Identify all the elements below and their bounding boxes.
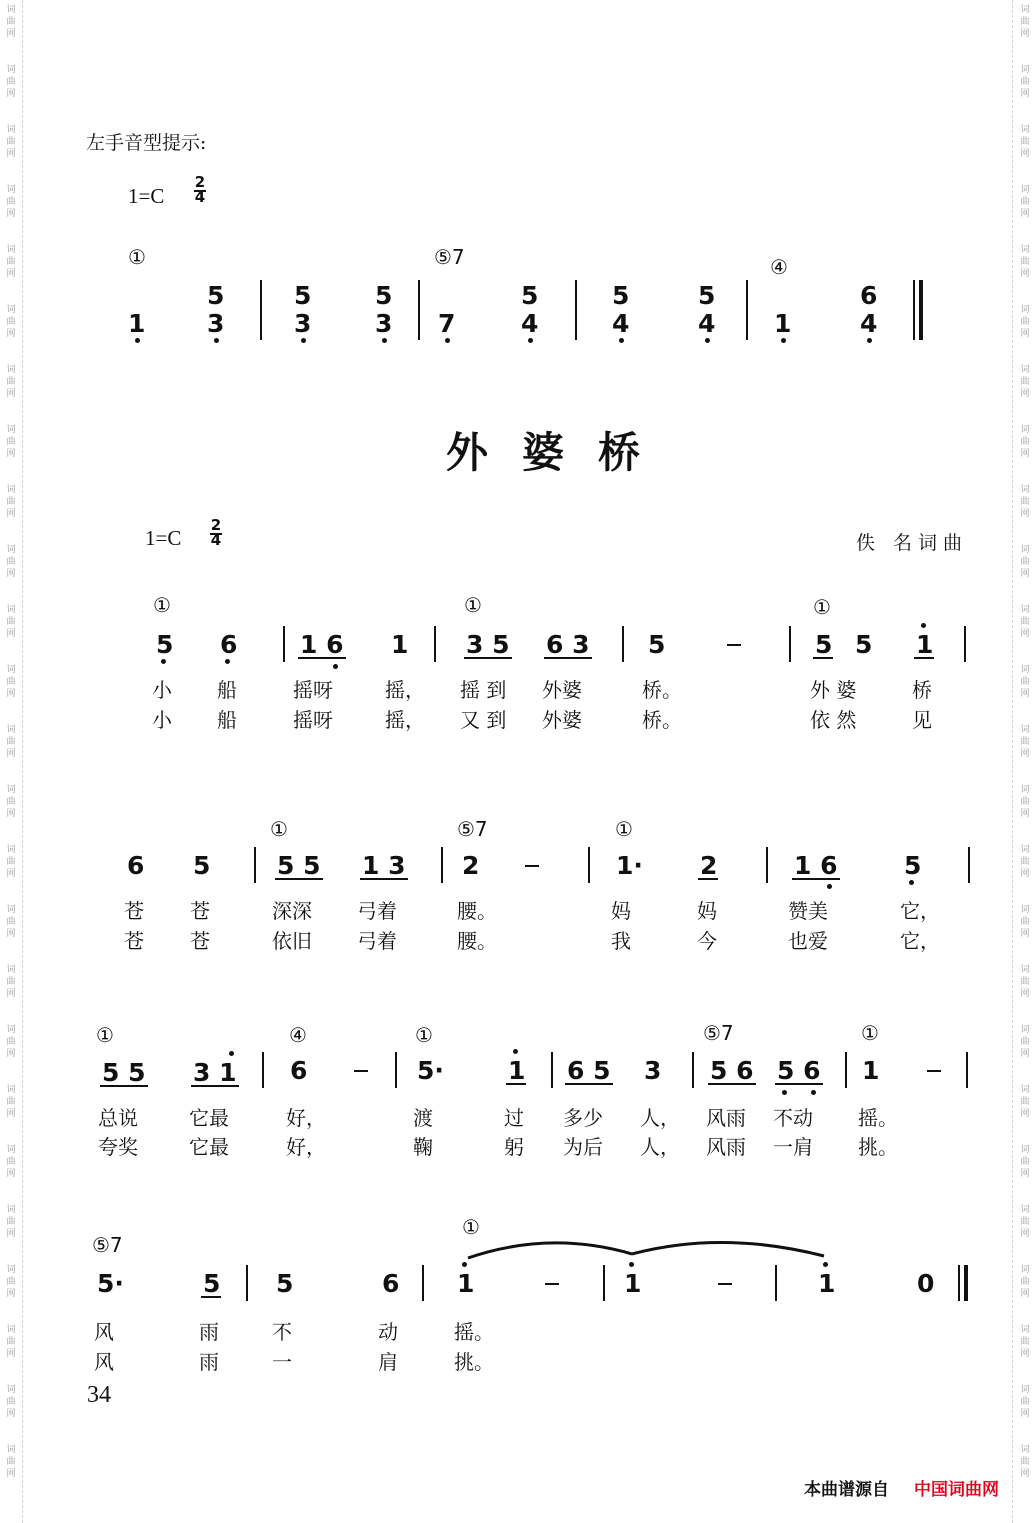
watermark-text: 词曲网 [1020,545,1030,579]
watermark-text: 词曲网 [6,1325,16,1359]
watermark-text: 词曲网 [6,965,16,999]
watermark-text: 词曲网 [6,305,16,339]
lyric: 妈 [697,899,717,923]
watermark-text: 词曲网 [1020,1085,1030,1119]
watermark-text: 词曲网 [1020,65,1030,99]
song-key: 1=C [145,526,182,550]
left-border [22,0,23,1523]
watermark-text: 词曲网 [1020,1325,1030,1359]
lyric: 摇呀 [293,678,333,702]
lyric: 摇， [385,678,425,702]
watermark-text: 词曲网 [6,1385,16,1419]
lyric: 鞠 [413,1135,433,1159]
chord-marker: ⑤7 [92,1233,123,1257]
watermark-text: 词曲网 [6,1145,16,1179]
low-octave-dot [781,338,786,343]
note-group: 1 6 [794,851,838,880]
lyric: 外婆 [542,678,582,702]
accompaniment-key: 1=C [128,184,165,208]
watermark-text: 词曲网 [6,1445,16,1479]
bar-line [692,1052,694,1088]
note: 5 [276,1269,294,1298]
bar-line [441,847,443,883]
bar-line [551,1052,553,1088]
eighth-underline [100,1085,148,1087]
lyric: 也爱 [788,929,828,953]
bar-line [964,626,966,662]
lyric: 摇呀 [293,708,333,732]
lyric: 摇， [385,708,425,732]
note-group: 6 3 [546,630,590,659]
low-octave-dot [445,338,450,343]
note-group: 5 5 [102,1058,146,1087]
watermark-text: 词曲网 [1020,425,1030,459]
watermark-text: 词曲网 [1020,1025,1030,1059]
bar-line [283,626,285,662]
lyric: 动 [378,1320,398,1344]
note: 1 [862,1056,880,1085]
low-octave-dot [528,338,533,343]
lyric: 雨 [199,1320,219,1344]
eighth-underline [298,657,346,659]
note: 5 [855,630,873,659]
note-group: 5 6 [777,1056,821,1085]
chord-marker: ⑤7 [434,245,465,269]
eighth-underline [775,1083,823,1085]
lyric: 雨 [199,1350,219,1374]
bar-line [422,1265,424,1301]
lyric: 小 [152,678,172,702]
lyric: 挑。 [858,1135,898,1159]
high-octave-dot [229,1051,234,1056]
high-octave-dot [823,1262,828,1267]
note: 1 [624,1269,642,1298]
lyric: 船 [217,678,237,702]
low-octave-dot [135,338,140,343]
lyric: 苍 [124,899,144,923]
note: 5 [156,630,174,659]
watermark-text: 词曲网 [6,545,16,579]
low-octave-dot [705,338,710,343]
lyric: 它， [900,929,940,953]
watermark-text: 词曲网 [6,485,16,519]
lyric: 总说 [98,1106,138,1130]
lyric: 不 [272,1320,292,1344]
lyric: 多少 [563,1106,603,1130]
watermark-text: 词曲网 [6,785,16,819]
chord-tone-upper: 5 [207,281,225,310]
final-bar-line-thick [964,1265,968,1301]
note: 5 [904,851,922,880]
lyric: 又 到 [460,708,507,732]
note: 1 [457,1269,475,1298]
note-group: 5 5 [277,851,321,880]
lyric: 风雨 [706,1135,746,1159]
lyric: 妈 [611,899,631,923]
low-octave-dot [782,1090,787,1095]
final-bar-line-thick [919,280,923,340]
watermark-text: 词曲网 [1020,245,1030,279]
note-group: 6 5 [567,1056,611,1085]
watermark-text: 词曲网 [6,845,16,879]
lyric: 小 [152,708,172,732]
footer-site-link[interactable]: 中国词曲网 [914,1480,999,1500]
note: 1 [916,630,934,659]
watermark-text: 词曲网 [1020,665,1030,699]
watermark-text: 词曲网 [1020,185,1030,219]
watermark-text: 词曲网 [6,665,16,699]
lyric: 桥 [912,678,932,702]
high-octave-dot [921,623,926,628]
lyric: 赞美 [788,899,828,923]
lyric: 依旧 [272,929,312,953]
lyric: 风 [94,1320,114,1344]
chord-tone-upper: 5 [612,281,630,310]
rest: 0 [917,1269,935,1298]
lyric: 不动 [773,1106,813,1130]
chord-tone-lower: 4 [612,309,630,338]
bar-line [418,280,420,340]
bar-line [262,1052,264,1088]
low-octave-dot [161,659,166,664]
note: 1 [508,1056,526,1085]
watermark-text: 词曲网 [1020,845,1030,879]
lyric: 依 然 [810,708,857,732]
watermark-text: 词曲网 [1020,365,1030,399]
note: 5 [815,630,833,659]
lyric: 苍 [124,929,144,953]
bar-line [575,280,577,340]
bar-line [434,626,436,662]
watermark-text: 词曲网 [1020,1205,1030,1239]
watermark-text: 词曲网 [6,365,16,399]
watermark-text: 词曲网 [6,1265,16,1299]
bar-line [603,1265,605,1301]
lyric: 腰。 [457,899,497,923]
page-number: 34 [87,1382,111,1408]
chord-tone-lower: 4 [521,309,539,338]
watermark-text: 词曲网 [6,605,16,639]
chord-tone-upper: 6 [860,281,878,310]
watermark-text: 词曲网 [1020,1265,1030,1299]
note: 5 [193,851,211,880]
lyric: 腰。 [457,929,497,953]
accompaniment-time-signature: 2 4 [194,173,206,206]
note: 2 [462,851,480,880]
low-octave-dot [867,338,872,343]
watermark-text: 词曲网 [6,1205,16,1239]
low-octave-dot [909,880,914,885]
lyric: 为后 [563,1135,603,1159]
note: 6 [127,851,145,880]
note: 1 [818,1269,836,1298]
high-octave-dot [629,1262,634,1267]
watermark-text: 词曲网 [6,65,16,99]
chord-marker: ① [96,1023,114,1047]
chord-marker: ① [462,1215,480,1239]
watermark-text: 词曲网 [6,125,16,159]
accompaniment-hint-label: 左手音型提示: [86,132,207,154]
lyric: 渡 [413,1106,433,1130]
lyric: 我 [611,929,631,953]
chord-marker: ⑤7 [457,817,488,841]
song-time-signature: 2 4 [210,516,222,549]
chord-tone-upper: 5 [294,281,312,310]
song-author: 佚 名词曲 [856,532,969,554]
note: 1 [391,630,409,659]
lyric: 人， [640,1106,680,1130]
eighth-underline [201,1296,221,1298]
watermark-text: 词曲网 [6,725,16,759]
lyric: 人， [640,1135,680,1159]
final-bar-line [913,280,915,340]
lyric: 一肩 [773,1135,813,1159]
low-octave-dot [301,338,306,343]
note-group: 3 1 [193,1058,237,1087]
dotted-note: 5· [97,1269,124,1298]
bar-line [766,847,768,883]
low-octave-dot [827,884,832,889]
watermark-text: 词曲网 [1020,605,1030,639]
bar-line [746,280,748,340]
note: 6 [290,1056,308,1085]
hold-dash [525,865,539,867]
low-octave-dot [811,1090,816,1095]
eighth-underline [792,878,840,880]
lyric: 苍 [190,899,210,923]
hold-dash [545,1283,559,1285]
lyric: 过 [504,1106,524,1130]
bar-line [260,280,262,340]
note: 6 [220,630,238,659]
chord-tone-lower: 3 [375,309,393,338]
lyric: 一 [272,1350,292,1374]
dotted-note: 1· [616,851,643,880]
eighth-underline [506,1083,526,1085]
eighth-underline [360,878,408,880]
eighth-underline [464,657,512,659]
bar-line [845,1052,847,1088]
eighth-underline [698,878,718,880]
tie-arcs [460,1232,840,1262]
lyric: 风 [94,1350,114,1374]
lyric: 苍 [190,929,210,953]
bar-line [968,847,970,883]
watermark-text: 词曲网 [1020,5,1030,39]
bar-line [622,626,624,662]
eighth-underline [914,657,934,659]
note-group: 5 6 [710,1056,754,1085]
lyric: 外 婆 [810,678,857,702]
watermark-text: 词曲网 [1020,725,1030,759]
bar-line [966,1052,968,1088]
lyric: 船 [217,708,237,732]
eighth-underline [565,1083,613,1085]
lyric: 外婆 [542,708,582,732]
dotted-note: 5· [417,1056,444,1085]
watermark-text: 词曲网 [6,5,16,39]
note-group: 1 6 [300,630,344,659]
chord-marker: ① [153,593,171,617]
note-group: 3 5 [466,630,510,659]
note: 2 [700,851,718,880]
high-octave-dot [513,1049,518,1054]
watermark-text: 词曲网 [6,245,16,279]
watermark-text: 词曲网 [6,905,16,939]
lyric: 摇 到 [460,678,507,702]
eighth-underline [275,878,323,880]
watermark-text: 词曲网 [1020,965,1030,999]
lyric: 见 [912,708,932,732]
low-octave-dot [382,338,387,343]
lyric: 摇。 [454,1320,494,1344]
chord-tone-lower: 3 [294,309,312,338]
eighth-underline [191,1085,239,1087]
lyric: 深深 [272,899,312,923]
bar-line [254,847,256,883]
eighth-underline [813,657,833,659]
watermark-text: 词曲网 [1020,485,1030,519]
lyric: 夸奖 [98,1135,138,1159]
low-octave-dot [225,659,230,664]
bar-line [395,1052,397,1088]
lyric: 桥。 [642,678,682,702]
bar-line [588,847,590,883]
chord-marker: ① [464,593,482,617]
chord-marker: ① [415,1023,433,1047]
chord-marker: ⑤7 [703,1021,734,1045]
watermark-text: 词曲网 [1020,785,1030,819]
watermark-text: 词曲网 [1020,1145,1030,1179]
lyric: 挑。 [454,1350,494,1374]
lyric: 躬 [504,1135,524,1159]
low-octave-dot [333,664,338,669]
bass-note: 1 [128,309,146,338]
note: 5 [203,1269,221,1298]
lyric: 摇。 [858,1106,898,1130]
chord-marker: ① [813,595,831,619]
chord-tone-upper: 5 [375,281,393,310]
lyric: 它， [900,899,940,923]
watermark-text: 词曲网 [1020,1385,1030,1419]
watermark-text: 词曲网 [1020,905,1030,939]
high-octave-dot [462,1262,467,1267]
right-border [1012,0,1013,1523]
watermark-text: 词曲网 [6,1025,16,1059]
bar-line [246,1265,248,1301]
chord-marker: ① [861,1021,879,1045]
chord-marker: ① [270,817,288,841]
low-octave-dot [214,338,219,343]
bar-line [775,1265,777,1301]
song-title: 外婆桥 [446,428,675,477]
lyric: 弓着 [357,929,397,953]
lyric: 今 [697,929,717,953]
bar-line [789,626,791,662]
note: 5 [648,630,666,659]
watermark-text: 词曲网 [1020,1445,1030,1479]
eighth-underline [708,1083,756,1085]
lyric: 弓着 [357,899,397,923]
chord-tone-lower: 4 [860,309,878,338]
low-octave-dot [619,338,624,343]
lyric: 它最 [189,1135,229,1159]
note: 6 [382,1269,400,1298]
chord-tone-upper: 5 [698,281,716,310]
chord-marker: ④ [289,1023,307,1047]
bass-note: 1 [774,309,792,338]
hold-dash [354,1070,368,1072]
chord-marker: ① [615,817,633,841]
chord-marker: ④ [770,255,788,279]
watermark-text: 词曲网 [6,425,16,459]
watermark-text: 词曲网 [1020,305,1030,339]
lyric: 它最 [189,1106,229,1130]
watermark-text: 词曲网 [6,185,16,219]
note: 3 [644,1056,662,1085]
watermark-text: 词曲网 [6,1085,16,1119]
lyric: 肩 [378,1350,398,1374]
final-bar-line [958,1265,960,1301]
footer-source-label: 本曲谱源自 [804,1480,889,1500]
lyric: 桥。 [642,708,682,732]
hold-dash [727,644,741,646]
hold-dash [927,1070,941,1072]
note-group: 1 3 [362,851,406,880]
chord-marker: ① [128,245,146,269]
bass-note: 7 [438,309,456,338]
lyric: 风雨 [706,1106,746,1130]
hold-dash [718,1283,732,1285]
lyric: 好， [286,1135,326,1159]
eighth-underline [544,657,592,659]
chord-tone-lower: 4 [698,309,716,338]
watermark-text: 词曲网 [1020,125,1030,159]
chord-tone-lower: 3 [207,309,225,338]
chord-tone-upper: 5 [521,281,539,310]
lyric: 好， [286,1106,326,1130]
